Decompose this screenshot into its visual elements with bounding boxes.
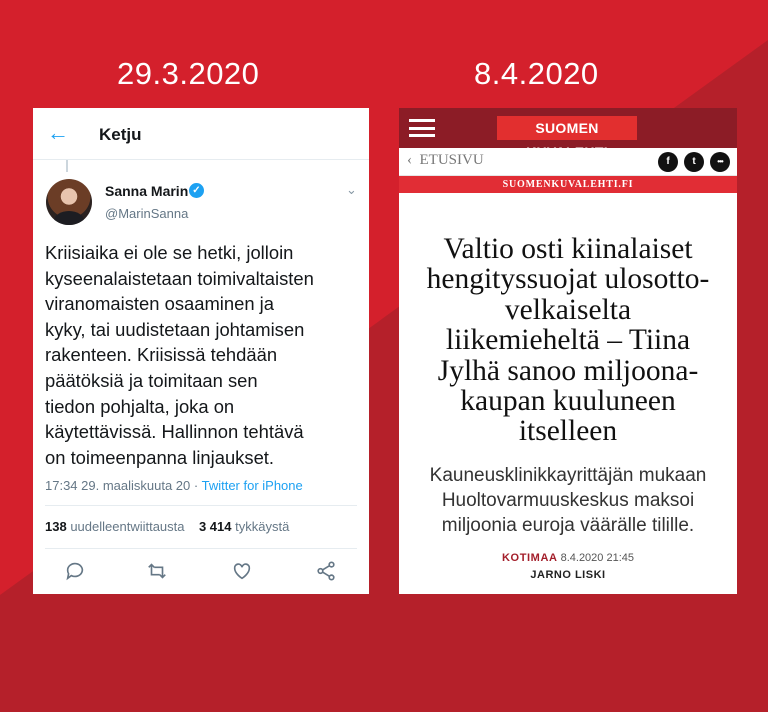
headline-line: itselleen bbox=[518, 415, 618, 448]
more-icon[interactable]: ••• bbox=[710, 152, 730, 172]
tweet-text bbox=[45, 240, 363, 470]
headline-line: Valtio osti kiinalaiset bbox=[443, 233, 693, 265]
retweet-label: uudelleentwiittausta bbox=[66, 519, 185, 534]
like-stat[interactable] bbox=[199, 519, 289, 534]
nav-back-label: ETUSIVU bbox=[419, 152, 484, 168]
author-name[interactable]: Sanna Marin bbox=[105, 183, 189, 199]
headline-line: velkaiselta bbox=[504, 293, 632, 326]
lede-line: Kauneusklinikkayrittäjän mukaan bbox=[429, 465, 707, 486]
article-author[interactable]: JARNO LISKI bbox=[530, 569, 606, 581]
tweet-source-link[interactable]: Twitter for iPhone bbox=[201, 478, 303, 493]
site-header bbox=[399, 108, 737, 148]
site-logo[interactable]: SUOMEN bbox=[497, 116, 637, 140]
article-headline bbox=[409, 234, 727, 447]
retweet-icon[interactable] bbox=[146, 560, 168, 582]
facebook-icon[interactable]: f bbox=[658, 152, 678, 172]
tweet-text-line: kyseenalaistetaan toimivaltaisten bbox=[45, 267, 314, 289]
back-to-frontpage-link[interactable]: ‹ ETUSIVU bbox=[407, 152, 484, 168]
like-heart-icon[interactable] bbox=[231, 560, 253, 582]
date-label-right: 8.4.2020 bbox=[474, 56, 599, 91]
like-count: 3 414 bbox=[198, 519, 232, 534]
share-icon[interactable] bbox=[315, 560, 337, 582]
tweet-timestamp: 17:34 29. maaliskuuta 20 · bbox=[45, 478, 202, 493]
tweet-text-line: Kriisiaika ei ole se hetki, jolloin bbox=[45, 242, 294, 263]
headline-line: hengityssuojat ulosotto- bbox=[426, 263, 710, 296]
divider bbox=[45, 548, 357, 549]
thread-title: Ketju bbox=[99, 125, 142, 144]
article-byline bbox=[399, 552, 737, 564]
tweet-actions bbox=[33, 560, 369, 584]
twitter-icon[interactable]: t bbox=[684, 152, 704, 172]
reply-icon[interactable] bbox=[64, 560, 86, 582]
lede-line: Huoltovarmuuskeskus maksoi bbox=[441, 490, 695, 511]
tweet-text-line: rakenteen. Kriisissä tehdään bbox=[45, 344, 278, 366]
date-label-left: 29.3.2020 bbox=[117, 56, 260, 91]
headline-line: Jylhä sanoo miljoona- bbox=[437, 354, 699, 387]
tweet-text-line: tiedon pohjalta, joka on bbox=[45, 395, 235, 417]
headline-line: kaupan kuuluneen bbox=[460, 385, 676, 418]
like-label: tykkäystä bbox=[231, 519, 290, 534]
thread-connector-line bbox=[66, 160, 68, 172]
tweet-text-line: kyky, tai uudistetaan johtamisen bbox=[45, 318, 305, 340]
article-panel bbox=[399, 108, 737, 594]
tweet-panel bbox=[33, 108, 369, 594]
tweet-text-line: viranomaisten osaaminen ja bbox=[45, 293, 274, 315]
tweet-header bbox=[33, 108, 369, 160]
site-domain-bar: SUOMENKUVALEHTI.FI bbox=[399, 176, 737, 193]
back-arrow-icon[interactable]: ← bbox=[47, 120, 69, 145]
tweet-text-line: käytettävissä. Hallinnon tehtävä bbox=[45, 421, 304, 443]
retweet-stat[interactable] bbox=[45, 519, 185, 534]
retweet-count: 138 bbox=[45, 519, 67, 534]
tweet-meta bbox=[45, 478, 303, 493]
article-nav-bar bbox=[399, 148, 737, 176]
lede-line: miljoonia euroja väärälle tilille. bbox=[441, 515, 695, 536]
menu-icon[interactable] bbox=[409, 117, 435, 139]
tweet-stats bbox=[45, 519, 289, 534]
tweet-text-line: päätöksiä ja toimitaan sen bbox=[45, 369, 258, 391]
article-lede bbox=[409, 463, 727, 538]
tweet-text-line: on toimeenpanna linjaukset. bbox=[45, 446, 275, 468]
article-date: 8.4.2020 21:45 bbox=[560, 552, 634, 564]
avatar[interactable] bbox=[46, 179, 92, 225]
author-handle[interactable]: @MarinSanna bbox=[105, 206, 189, 221]
headline-line: liikemieheltä – Tiina bbox=[445, 324, 691, 357]
category-link[interactable]: KOTIMAA bbox=[502, 552, 558, 564]
verified-badge-icon: ✓ bbox=[189, 183, 204, 198]
divider bbox=[45, 505, 357, 506]
chevron-down-icon[interactable]: ⌄ bbox=[346, 182, 357, 197]
